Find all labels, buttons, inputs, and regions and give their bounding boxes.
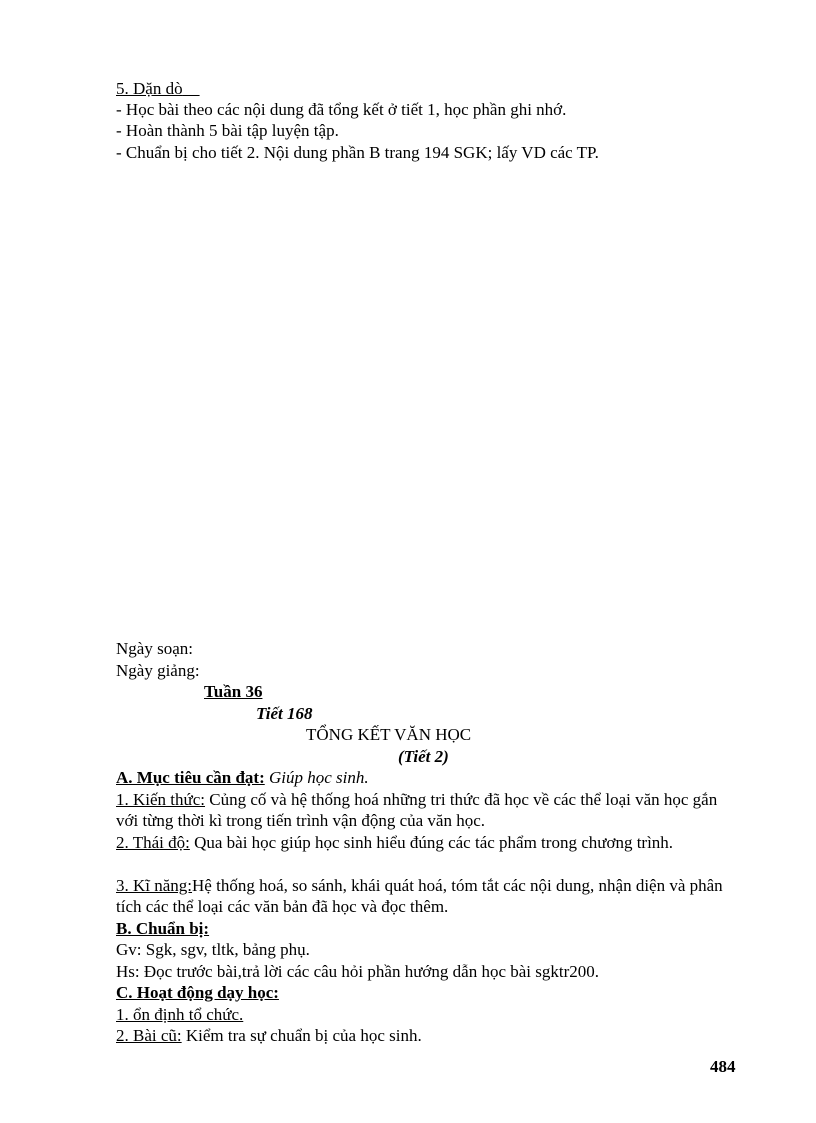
- page-number: 484: [710, 1057, 736, 1076]
- hs-preparation: Hs: Đọc trước bài,trả lời các câu hỏi phần hướng dẫn học bài sgktr200.: [116, 962, 600, 981]
- dan-do-item-1: - Học bài theo các nội dung đã tổng kết ở tiết 1, học phần ghi nhớ.: [116, 100, 567, 119]
- gv-preparation: Gv: Sgk, sgv, tltk, bảng phụ.: [116, 940, 310, 959]
- section-c-heading: C. Hoạt động dạy học:: [116, 983, 279, 1002]
- section-a-heading: A. Mục tiêu cần đạt:: [116, 768, 265, 787]
- ngay-giang: Ngày giảng:: [116, 661, 200, 680]
- thai-do-text: Qua bài học giúp học sinh hiểu đúng các tác phẩm trong chương trình.: [189, 833, 674, 852]
- dan-do-heading: 5. Dặn dò: [116, 79, 183, 98]
- bai-cu-text: Kiểm tra sự chuẩn bị của học sinh.: [181, 1026, 422, 1045]
- tuan-label: Tuần 36: [204, 682, 263, 701]
- kien-thuc-text: Củng cố và hệ thống hoá những tri thức đã học về các thể loại văn học gắn với từng thời kì trong tiến trình vận động của văn học.: [116, 790, 718, 830]
- section-b-heading: B. Chuẩn bị:: [116, 919, 210, 938]
- kien-thuc-paragraph: [116, 789, 740, 831]
- thai-do-label: 2. Thái độ:: [116, 833, 190, 852]
- dan-do-item-2: - Hoàn thành 5 bài tập luyện tập.: [116, 121, 339, 140]
- section-a: [116, 767, 369, 788]
- section-a-intro: Giúp học sinh.: [268, 768, 369, 787]
- ki-nang-paragraph: [116, 875, 740, 917]
- ngay-soan: Ngày soạn:: [116, 639, 193, 658]
- on-dinh-to-chuc: 1. ổn định tổ chức.: [116, 1005, 244, 1024]
- tiet-label: Tiết 168: [256, 704, 313, 723]
- ki-nang-label: 3. Kĩ năng:: [116, 876, 193, 895]
- thai-do-paragraph: [116, 832, 740, 853]
- lesson-subtitle: (Tiết 2): [398, 747, 449, 766]
- lesson-title: TỔNG KẾT VĂN HỌC: [306, 725, 472, 744]
- dan-do-item-3: - Chuẩn bị cho tiết 2. Nội dung phần B trang 194 SGK; lấy VD các TP.: [116, 143, 599, 162]
- bai-cu-label: 2. Bài cũ:: [116, 1026, 182, 1045]
- bai-cu: [116, 1025, 422, 1046]
- kien-thuc-label: 1. Kiến thức:: [116, 790, 206, 809]
- ki-nang-text: Hệ thống hoá, so sánh, khái quát hoá, tóm tắt các nội dung, nhận diện và phân tích các thể loại các văn bản đã học và đọc thêm.: [116, 876, 723, 916]
